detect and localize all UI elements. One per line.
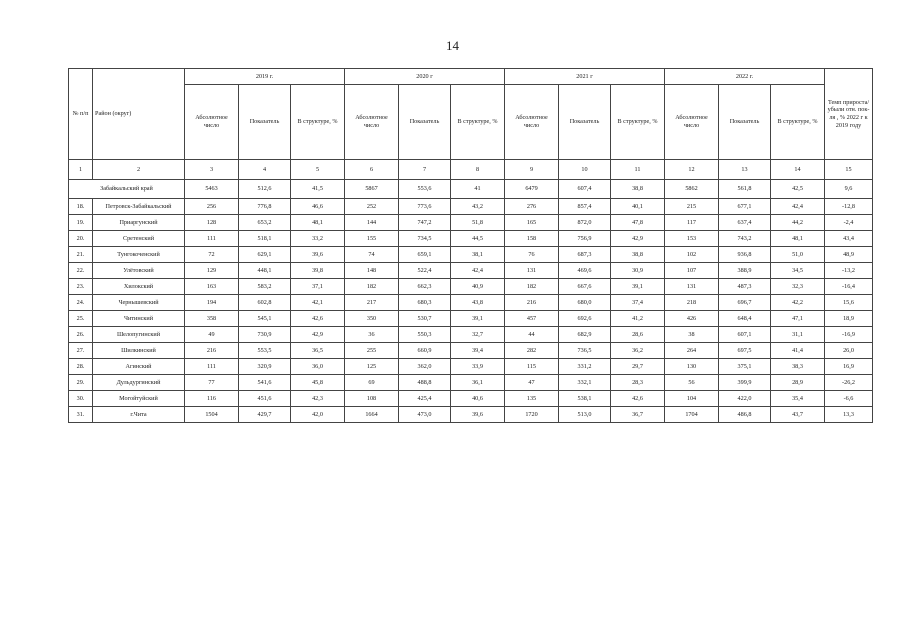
table-cell: 42,9 (291, 327, 345, 343)
table-cell: 32,3 (771, 279, 825, 295)
column-number-cell: 1 (69, 160, 93, 180)
table-cell: 38,1 (451, 247, 505, 263)
table-cell: 553,6 (399, 180, 451, 199)
table-cell: 125 (345, 359, 399, 375)
table-cell: 116 (185, 391, 239, 407)
year-header: 2021 г (505, 69, 665, 85)
table-cell: 659,1 (399, 247, 451, 263)
sub-header: В структуре, % (291, 85, 345, 160)
table-cell: 513,0 (559, 407, 611, 423)
table-cell: 182 (345, 279, 399, 295)
table-cell: 35,4 (771, 391, 825, 407)
table-cell: 28,9 (771, 375, 825, 391)
table-cell: 153 (665, 231, 719, 247)
table-row (69, 295, 873, 311)
table-cell: 45,8 (291, 375, 345, 391)
table-cell: 36 (345, 327, 399, 343)
table-cell: 1664 (345, 407, 399, 423)
table-row (69, 279, 873, 295)
table-cell: 936,8 (719, 247, 771, 263)
table-cell: 561,8 (719, 180, 771, 199)
table-cell: 872,0 (559, 215, 611, 231)
table-cell: 743,2 (719, 231, 771, 247)
table-cell: 41,5 (291, 180, 345, 199)
table-cell: 451,6 (239, 391, 291, 407)
table-cell: 102 (665, 247, 719, 263)
table-cell: -12,8 (825, 199, 873, 215)
table-cell: 264 (665, 343, 719, 359)
row-number: 18. (69, 199, 93, 215)
table-cell: 487,3 (719, 279, 771, 295)
sub-header: Абсолютное число (505, 85, 559, 160)
table-cell: 388,9 (719, 263, 771, 279)
table-cell: 108 (345, 391, 399, 407)
table-cell: 41,2 (611, 311, 665, 327)
page-number: 14 (446, 38, 459, 53)
year-header: 2019 г. (185, 69, 345, 85)
table-row (69, 199, 873, 215)
table-cell: 42,9 (611, 231, 665, 247)
table-cell: 131 (665, 279, 719, 295)
table-cell: 5867 (345, 180, 399, 199)
table-cell: 39,4 (451, 343, 505, 359)
table-cell: 131 (505, 263, 559, 279)
table-cell: 48,1 (771, 231, 825, 247)
row-number: 24. (69, 295, 93, 311)
table-row (69, 215, 873, 231)
table-cell: 41,4 (771, 343, 825, 359)
table-cell: 182 (505, 279, 559, 295)
table-row (69, 343, 873, 359)
table-cell: 76 (505, 247, 559, 263)
table-cell: 522,4 (399, 263, 451, 279)
row-number: 23. (69, 279, 93, 295)
table-cell: 39,1 (611, 279, 665, 295)
table-cell: 48,1 (291, 215, 345, 231)
table-cell: 756,9 (559, 231, 611, 247)
table-cell: 747,2 (399, 215, 451, 231)
table-cell: 736,5 (559, 343, 611, 359)
year-header: 2022 г. (665, 69, 825, 85)
table-cell: 51,0 (771, 247, 825, 263)
row-number: 28. (69, 359, 93, 375)
column-number-cell: 2 (93, 160, 185, 180)
table-cell: 135 (505, 391, 559, 407)
table-cell: 680,3 (399, 295, 451, 311)
table-cell: 43,7 (771, 407, 825, 423)
col-district-header: Район (округ) (93, 69, 185, 160)
table-cell: -13,2 (825, 263, 873, 279)
table-cell: 18,9 (825, 311, 873, 327)
sub-header: Показатель (399, 85, 451, 160)
table-row (69, 391, 873, 407)
table-cell: 42,4 (771, 199, 825, 215)
table-cell: 252 (345, 199, 399, 215)
table-cell: 38,3 (771, 359, 825, 375)
table-cell: 36,2 (611, 343, 665, 359)
row-number: 25. (69, 311, 93, 327)
table-cell: 218 (665, 295, 719, 311)
table-cell: 662,3 (399, 279, 451, 295)
column-number-row (69, 160, 873, 180)
table-cell: 553,5 (239, 343, 291, 359)
table-cell: 148 (345, 263, 399, 279)
table-body (69, 160, 873, 423)
table-cell: 26,0 (825, 343, 873, 359)
table-cell: 730,9 (239, 327, 291, 343)
sub-header: Показатель (559, 85, 611, 160)
table-row (69, 231, 873, 247)
table-cell: 69 (345, 375, 399, 391)
district-name: Улётовский (93, 263, 185, 279)
table-cell: 46,6 (291, 199, 345, 215)
table-cell: 512,6 (239, 180, 291, 199)
row-number: 30. (69, 391, 93, 407)
column-number-cell: 5 (291, 160, 345, 180)
table-cell: 429,7 (239, 407, 291, 423)
table-cell: 117 (665, 215, 719, 231)
column-number-cell: 3 (185, 160, 239, 180)
row-number: 19. (69, 215, 93, 231)
table-cell: 773,6 (399, 199, 451, 215)
table-cell: 43,8 (451, 295, 505, 311)
table-cell: 696,7 (719, 295, 771, 311)
table-row (69, 407, 873, 423)
table-cell: 48,9 (825, 247, 873, 263)
table-cell: -26,2 (825, 375, 873, 391)
table-cell: 217 (345, 295, 399, 311)
table-cell: 38,8 (611, 180, 665, 199)
column-number-cell: 15 (825, 160, 873, 180)
table-cell: 42,4 (451, 263, 505, 279)
row-number: 21. (69, 247, 93, 263)
table-cell: 74 (345, 247, 399, 263)
sub-header: В структуре, % (611, 85, 665, 160)
table-cell: 1720 (505, 407, 559, 423)
table-cell: 42,5 (771, 180, 825, 199)
table-cell: 30,9 (611, 263, 665, 279)
table-cell: 545,1 (239, 311, 291, 327)
table-cell: 107 (665, 263, 719, 279)
row-number: 29. (69, 375, 93, 391)
table-cell: 1704 (665, 407, 719, 423)
district-name: Шелопугинский (93, 327, 185, 343)
table-cell: 362,0 (399, 359, 451, 375)
sub-header: Абсолютное число (345, 85, 399, 160)
table-cell: 39,8 (291, 263, 345, 279)
column-number-cell: 6 (345, 160, 399, 180)
table-cell: 49 (185, 327, 239, 343)
row-number: 26. (69, 327, 93, 343)
column-number-cell: 8 (451, 160, 505, 180)
table-cell: 51,8 (451, 215, 505, 231)
table-cell: 282 (505, 343, 559, 359)
table-cell: 42,6 (291, 311, 345, 327)
table-cell: 36,1 (451, 375, 505, 391)
table-cell: 104 (665, 391, 719, 407)
table-cell: 111 (185, 359, 239, 375)
table-cell: 31,1 (771, 327, 825, 343)
table-cell: 158 (505, 231, 559, 247)
table-cell: 680,0 (559, 295, 611, 311)
table-cell: 648,4 (719, 311, 771, 327)
table-row (69, 247, 873, 263)
table-cell: 28,6 (611, 327, 665, 343)
table-cell: 72 (185, 247, 239, 263)
column-number-cell: 10 (559, 160, 611, 180)
table-cell: 163 (185, 279, 239, 295)
table-cell: 5463 (185, 180, 239, 199)
table-cell: 320,9 (239, 359, 291, 375)
table-cell: 682,9 (559, 327, 611, 343)
sub-header-row (69, 85, 873, 160)
column-number-cell: 11 (611, 160, 665, 180)
column-number-cell: 4 (239, 160, 291, 180)
table-cell: 5862 (665, 180, 719, 199)
table-cell: 332,1 (559, 375, 611, 391)
table-cell: 144 (345, 215, 399, 231)
table-cell: 38 (665, 327, 719, 343)
table-cell: 42,2 (771, 295, 825, 311)
table-cell: 358 (185, 311, 239, 327)
table-cell: 39,6 (451, 407, 505, 423)
row-number: 20. (69, 231, 93, 247)
table-cell: 6479 (505, 180, 559, 199)
table-cell: -2,4 (825, 215, 873, 231)
table-cell: 44 (505, 327, 559, 343)
table-row (69, 375, 873, 391)
sub-header: Абсолютное число (185, 85, 239, 160)
table-cell: 34,5 (771, 263, 825, 279)
column-number-cell: 9 (505, 160, 559, 180)
table-cell: 375,1 (719, 359, 771, 375)
table-cell: 33,2 (291, 231, 345, 247)
region-name: Забайкальский край (69, 180, 185, 199)
table-cell: 583,2 (239, 279, 291, 295)
table-cell: 687,3 (559, 247, 611, 263)
table-cell: 541,6 (239, 375, 291, 391)
district-name: Сретенский (93, 231, 185, 247)
table-cell: 42,0 (291, 407, 345, 423)
row-number: 31. (69, 407, 93, 423)
sub-header: Показатель (719, 85, 771, 160)
table-cell: 165 (505, 215, 559, 231)
table-cell: 1504 (185, 407, 239, 423)
table-cell: 33,9 (451, 359, 505, 375)
table-cell: 194 (185, 295, 239, 311)
district-name: Петровск-Забайкальский (93, 199, 185, 215)
table-cell: 44,2 (771, 215, 825, 231)
table-cell: 9,6 (825, 180, 873, 199)
sub-header: В структуре, % (771, 85, 825, 160)
table-cell: 776,8 (239, 199, 291, 215)
table-cell: 37,4 (611, 295, 665, 311)
col-number-header: № п/п (69, 69, 93, 160)
table-cell: 38,8 (611, 247, 665, 263)
table-cell: 448,1 (239, 263, 291, 279)
table-cell: 538,1 (559, 391, 611, 407)
table-cell: -16,4 (825, 279, 873, 295)
table-cell: 47 (505, 375, 559, 391)
table-cell: 216 (505, 295, 559, 311)
sub-header: Абсолютное число (665, 85, 719, 160)
table-cell: 36,7 (611, 407, 665, 423)
table-cell: 518,1 (239, 231, 291, 247)
table-cell: 488,8 (399, 375, 451, 391)
table-cell: 530,7 (399, 311, 451, 327)
district-name: Агинский (93, 359, 185, 375)
table-cell: 734,5 (399, 231, 451, 247)
sub-header: В структуре, % (451, 85, 505, 160)
table-cell: 56 (665, 375, 719, 391)
district-name: Хилокский (93, 279, 185, 295)
district-name: г.Чита (93, 407, 185, 423)
growth-header: Темп прироста/ убыли отн. пок-ля , % 2022 г к 2019 году (825, 69, 873, 160)
table-cell: 37,1 (291, 279, 345, 295)
table-cell: 128 (185, 215, 239, 231)
table-cell: 28,3 (611, 375, 665, 391)
table-cell: 41 (451, 180, 505, 199)
table-cell: -16,9 (825, 327, 873, 343)
table-cell: 399,9 (719, 375, 771, 391)
table-cell: 660,9 (399, 343, 451, 359)
row-number: 22. (69, 263, 93, 279)
table-cell: 215 (665, 199, 719, 215)
district-name: Читинский (93, 311, 185, 327)
sub-header: Показатель (239, 85, 291, 160)
table-cell: 29,7 (611, 359, 665, 375)
table-cell: 42,1 (291, 295, 345, 311)
table-cell: 426 (665, 311, 719, 327)
table-cell: 40,6 (451, 391, 505, 407)
table-cell: 155 (345, 231, 399, 247)
table-cell: 653,2 (239, 215, 291, 231)
table-cell: 39,1 (451, 311, 505, 327)
table-cell: 629,1 (239, 247, 291, 263)
column-number-cell: 7 (399, 160, 451, 180)
table-cell: -6,6 (825, 391, 873, 407)
table-cell: 129 (185, 263, 239, 279)
statistics-table (68, 68, 873, 423)
table-cell: 15,6 (825, 295, 873, 311)
table-cell: 607,4 (559, 180, 611, 199)
table-cell: 16,9 (825, 359, 873, 375)
table-cell: 42,6 (611, 391, 665, 407)
table-cell: 43,2 (451, 199, 505, 215)
table-cell: 692,6 (559, 311, 611, 327)
table-cell: 486,8 (719, 407, 771, 423)
table-cell: 425,4 (399, 391, 451, 407)
year-header-row (69, 69, 873, 85)
table-cell: 13,3 (825, 407, 873, 423)
district-name: Приаргунский (93, 215, 185, 231)
table-cell: 422,0 (719, 391, 771, 407)
table-cell: 677,1 (719, 199, 771, 215)
table-cell: 697,5 (719, 343, 771, 359)
table-cell: 130 (665, 359, 719, 375)
table-row (69, 327, 873, 343)
table-cell: 276 (505, 199, 559, 215)
table-cell: 43,4 (825, 231, 873, 247)
table-cell: 40,9 (451, 279, 505, 295)
table-cell: 331,2 (559, 359, 611, 375)
table-cell: 457 (505, 311, 559, 327)
table-cell: 36,5 (291, 343, 345, 359)
district-name: Чернышевский (93, 295, 185, 311)
table-cell: 47,8 (611, 215, 665, 231)
table-cell: 637,4 (719, 215, 771, 231)
table-cell: 36,0 (291, 359, 345, 375)
table-cell: 40,1 (611, 199, 665, 215)
table-cell: 255 (345, 343, 399, 359)
table-row (69, 359, 873, 375)
table-row (69, 263, 873, 279)
table-cell: 473,0 (399, 407, 451, 423)
table-cell: 607,1 (719, 327, 771, 343)
table-cell: 216 (185, 343, 239, 359)
region-total-row (69, 180, 873, 199)
table-cell: 42,3 (291, 391, 345, 407)
table-cell: 44,5 (451, 231, 505, 247)
table-row (69, 311, 873, 327)
table-cell: 115 (505, 359, 559, 375)
column-number-cell: 12 (665, 160, 719, 180)
table-cell: 602,8 (239, 295, 291, 311)
table-cell: 256 (185, 199, 239, 215)
column-number-cell: 14 (771, 160, 825, 180)
table-cell: 550,3 (399, 327, 451, 343)
table-cell: 667,6 (559, 279, 611, 295)
district-name: Тунгокоченский (93, 247, 185, 263)
table-cell: 857,4 (559, 199, 611, 215)
table-cell: 469,6 (559, 263, 611, 279)
table-cell: 47,1 (771, 311, 825, 327)
column-number-cell: 13 (719, 160, 771, 180)
table-cell: 350 (345, 311, 399, 327)
table-cell: 77 (185, 375, 239, 391)
table-cell: 39,6 (291, 247, 345, 263)
district-name: Дульдургинский (93, 375, 185, 391)
table-cell: 32,7 (451, 327, 505, 343)
year-header: 2020 г (345, 69, 505, 85)
table-cell: 111 (185, 231, 239, 247)
district-name: Шилкинский (93, 343, 185, 359)
district-name: Могойтуйский (93, 391, 185, 407)
row-number: 27. (69, 343, 93, 359)
